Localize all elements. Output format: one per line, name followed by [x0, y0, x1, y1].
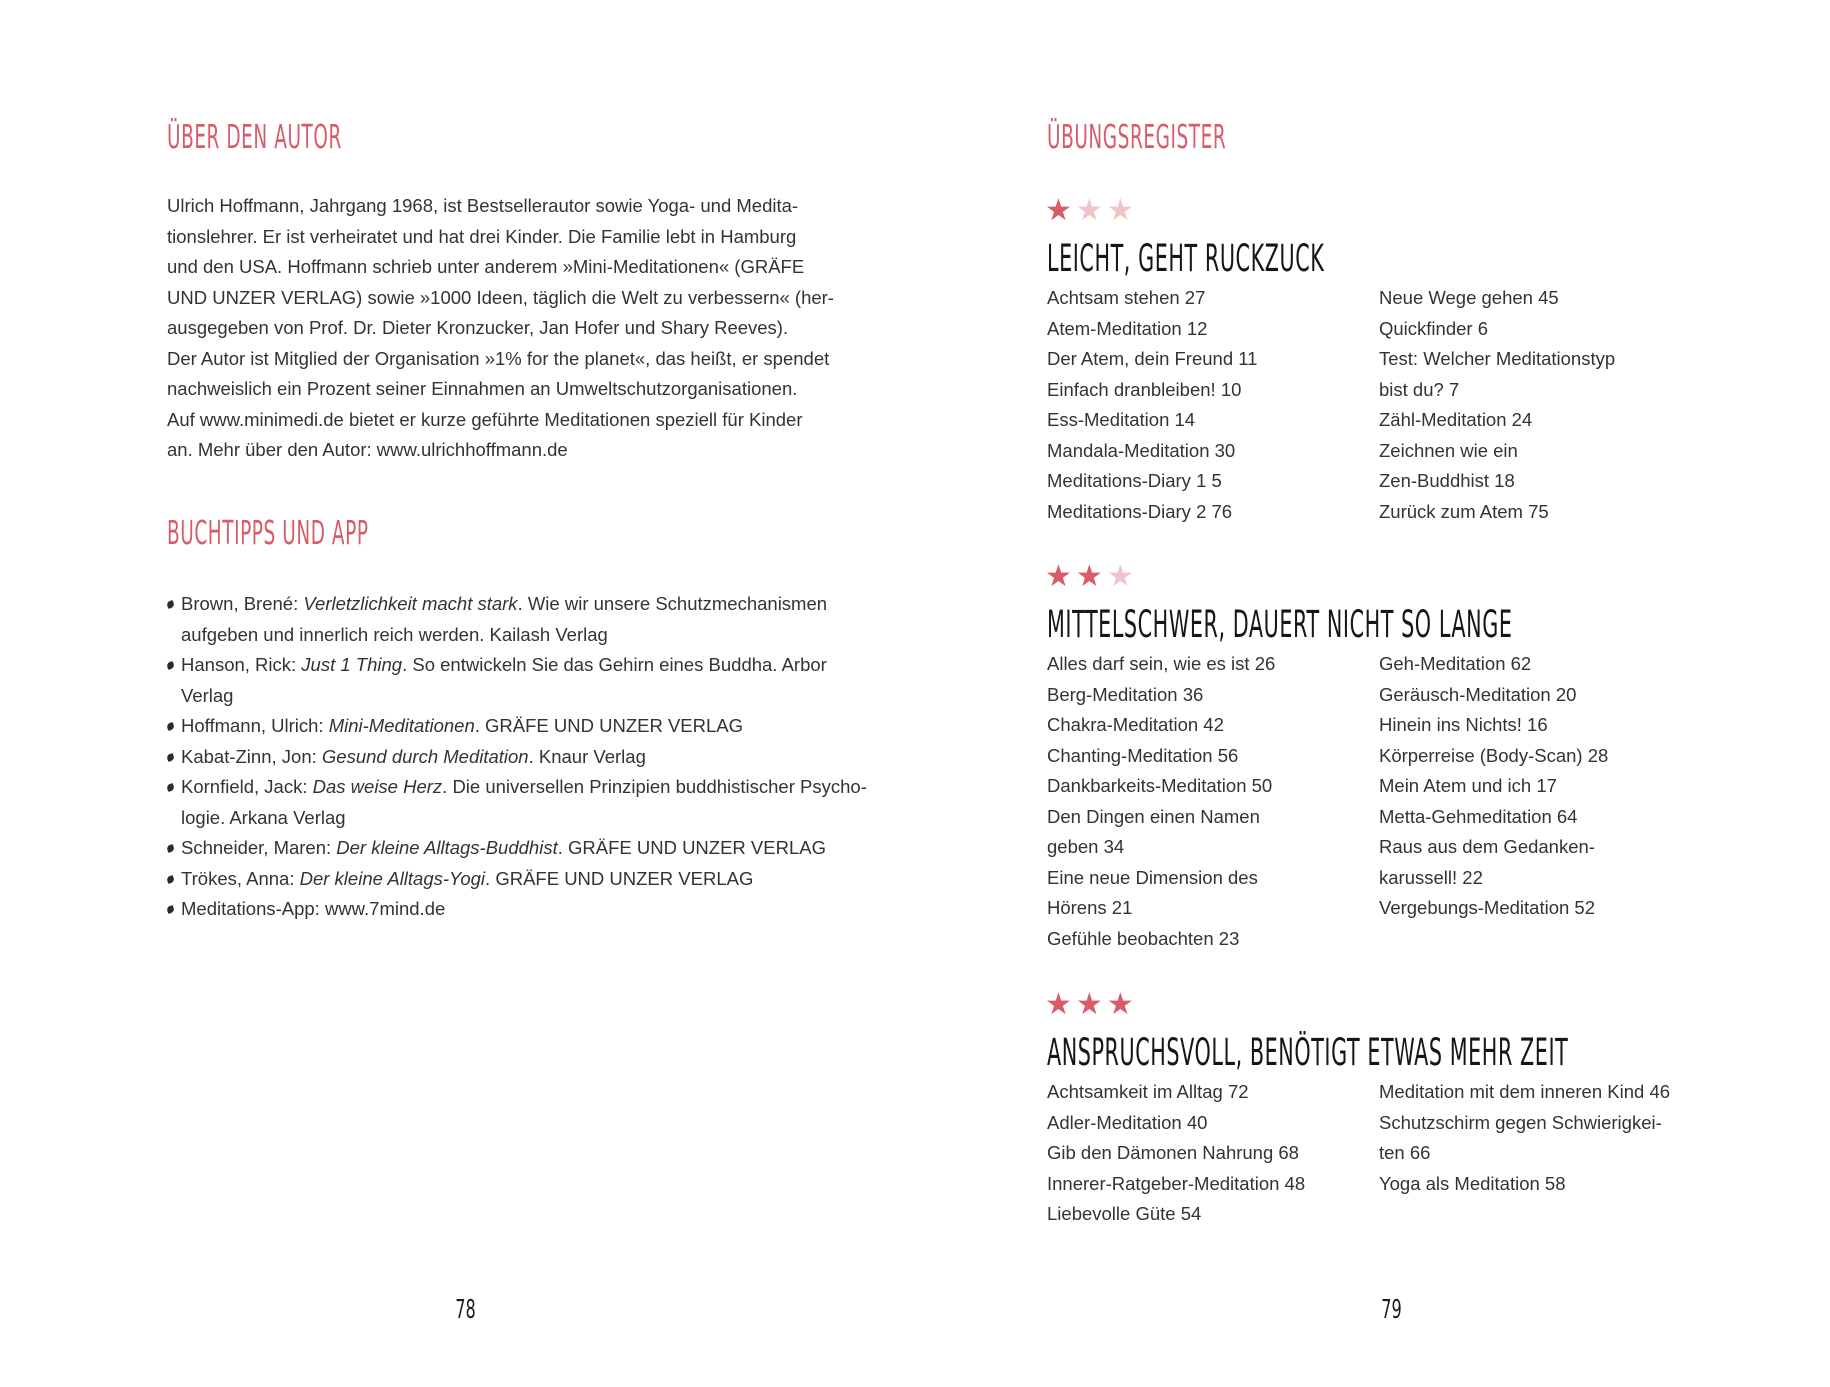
index-entry: Ess-Meditation 14 — [1047, 409, 1196, 430]
book-item — [167, 589, 867, 650]
book-second-line: logie. Arkana Verlag — [181, 806, 346, 828]
index-column-medium-1 — [1047, 649, 1367, 954]
index-entry: Schutzschirm gegen Schwierigkei- — [1379, 1111, 1662, 1133]
about-author-heading: ÜBER DEN AUTOR — [167, 117, 342, 156]
about-text-line: an. Mehr über den Autor: www.ulrichhoffmann.de — [167, 439, 568, 460]
bullet-icon — [166, 844, 175, 853]
book-item — [167, 742, 867, 773]
star-empty-icon: ★ — [1075, 194, 1103, 227]
book-item — [167, 650, 867, 711]
index-entry: Alles darf sein, wie es ist 26 — [1047, 653, 1276, 674]
book-first-line — [181, 772, 867, 803]
index-entry: Zähl-Meditation 24 — [1379, 409, 1533, 430]
about-text-line: Der Autor ist Mitglied der Organisation »1% for the planet«, das heißt, er spendet — [167, 347, 830, 369]
about-text-line: UND UNZER VERLAG) sowie »1000 Ideen, täglich die Welt zu verbessern« (her- — [167, 286, 834, 308]
index-entry: Neue Wege gehen 45 — [1379, 287, 1559, 308]
index-entry: karussell! 22 — [1379, 866, 1483, 888]
bullet-icon — [166, 661, 175, 670]
book-second-line: aufgeben und innerlich reich werden. Kailash Verlag — [181, 623, 608, 645]
section-title-hard: ANSPRUCHSVOLL, BENÖTIGT ETWAS MEHR ZEIT — [1047, 1031, 1569, 1074]
index-column-medium-2 — [1379, 649, 1699, 924]
index-column-easy-1 — [1047, 283, 1367, 527]
bullet-icon — [166, 875, 175, 884]
index-entry: Zen-Buddhist 18 — [1379, 470, 1515, 491]
about-text-line: ausgegeben von Prof. Dr. Dieter Kronzucker, Jan Hofer und Shary Reeves). — [167, 317, 789, 338]
index-entry: Achtsamkeit im Alltag 72 — [1047, 1081, 1249, 1102]
about-author-text — [167, 191, 834, 466]
bullet-icon — [166, 783, 175, 792]
book-first-line — [181, 589, 867, 620]
book-author: Schneider, Maren: — [181, 837, 337, 858]
book-first-line — [181, 833, 867, 864]
index-entry: Mandala-Meditation 30 — [1047, 439, 1236, 461]
index-column-hard-1 — [1047, 1077, 1367, 1230]
about-text-line: tionslehrer. Er ist verheiratet und hat drei Kinder. Die Familie lebt in Hamburg — [167, 225, 797, 247]
book-item — [167, 772, 867, 833]
section-title-easy: LEICHT, GEHT RUCKZUCK — [1047, 237, 1325, 280]
book-details: . GRÄFE UND UNZER VERLAG — [485, 867, 754, 889]
book-title: Just 1 Thing — [301, 654, 403, 675]
star-filled-icon: ★ — [1045, 560, 1072, 593]
index-entry: Gib den Dämonen Nahrung 68 — [1047, 1142, 1299, 1163]
index-entry: Meditations-Diary 1 5 — [1047, 470, 1222, 491]
book-second-line: Verlag — [181, 684, 234, 706]
book-details: . GRÄFE UND UNZER VERLAG — [474, 715, 744, 736]
bullet-icon — [166, 600, 175, 609]
index-entry: Achtsam stehen 27 — [1047, 287, 1206, 308]
index-entry: Körperreise (Body-Scan) 28 — [1379, 744, 1609, 766]
index-entry: Berg-Meditation 36 — [1047, 683, 1204, 705]
book-title: Der kleine Alltags-Buddhist — [336, 837, 558, 858]
index-entry: Hörens 21 — [1047, 897, 1133, 918]
index-entry: Hinein ins Nichts! 16 — [1379, 714, 1548, 735]
index-entry: Meditation mit dem inneren Kind 46 — [1379, 1081, 1671, 1102]
book-first-line — [181, 864, 867, 895]
bullet-icon — [166, 753, 175, 762]
page-number-left: 78 — [455, 1295, 476, 1325]
index-entry: Geh-Meditation 62 — [1379, 653, 1532, 674]
index-entry: Geräusch-Meditation 20 — [1379, 683, 1577, 705]
index-entry: Quickfinder 6 — [1379, 317, 1488, 339]
book-author: Kabat-Zinn, Jon: — [181, 745, 322, 767]
about-text-line: Ulrich Hoffmann, Jahrgang 1968, ist Bestsellerautor sowie Yoga- und Medita- — [167, 195, 799, 216]
index-entry: Einfach dranbleiben! 10 — [1047, 378, 1242, 400]
register-heading: ÜBUNGSREGISTER — [1047, 117, 1227, 156]
index-entry: Chakra-Meditation 42 — [1047, 714, 1224, 735]
book-details: . Wie wir unsere Schutzmechanismen — [517, 593, 828, 614]
book-author: Hoffmann, Ulrich: — [181, 715, 329, 736]
index-entry: Dankbarkeits-Meditation 50 — [1047, 775, 1273, 796]
index-entry: Chanting-Meditation 56 — [1047, 744, 1239, 766]
index-entry: Test: Welcher Meditationstyp — [1379, 348, 1616, 369]
book-first-line — [181, 742, 867, 773]
index-entry: Adler-Meditation 40 — [1047, 1111, 1208, 1133]
book-title: Das weise Herz — [312, 776, 443, 797]
book-details: . So entwickeln Sie das Gehirn eines Buddha. Arbor — [402, 654, 827, 675]
book-author: Trökes, Anna: — [181, 867, 300, 889]
index-entry: Zurück zum Atem 75 — [1379, 500, 1549, 522]
book-item — [167, 894, 867, 925]
bullet-icon — [166, 722, 175, 731]
book-title: Mini-Meditationen — [328, 715, 475, 736]
index-column-hard-2 — [1379, 1077, 1699, 1199]
book-details: . Knaur Verlag — [528, 745, 646, 767]
book-item — [167, 711, 867, 742]
index-entry: Gefühle beobachten 23 — [1047, 927, 1240, 949]
index-entry: Metta-Gehmeditation 64 — [1379, 805, 1578, 827]
book-item — [167, 833, 867, 864]
book-details: . Die universellen Prinzipien buddhistischer Psycho- — [442, 776, 867, 797]
about-text-line: Auf www.minimedi.de bietet er kurze geführte Meditationen speziell für Kinder — [167, 408, 803, 430]
book-first-line — [181, 650, 867, 681]
about-text-line: nachweislich ein Prozent seiner Einnahmen an Umweltschutzorganisationen. — [167, 378, 798, 399]
index-entry: Eine neue Dimension des — [1047, 866, 1258, 888]
difficulty-stars-hard — [1045, 990, 1134, 1020]
book-author: Meditations-App: www.7mind.de — [181, 898, 446, 919]
index-entry: Atem-Meditation 12 — [1047, 317, 1208, 339]
index-entry: Raus aus dem Gedanken- — [1379, 836, 1595, 857]
book-details: . GRÄFE UND UNZER VERLAG — [557, 837, 826, 858]
index-entry: Innerer-Ratgeber-Meditation 48 — [1047, 1172, 1306, 1194]
index-entry: bist du? 7 — [1379, 378, 1460, 400]
book-title: Verletzlichkeit macht stark — [303, 593, 518, 614]
star-empty-icon: ★ — [1106, 560, 1134, 593]
book-author: Kornfield, Jack: — [181, 776, 313, 797]
right-page — [915, 0, 1830, 1387]
section-title-medium: MITTELSCHWER, DAUERT NICHT SO LANGE — [1047, 603, 1513, 646]
star-filled-icon: ★ — [1045, 194, 1072, 227]
index-entry: Den Dingen einen Namen — [1047, 805, 1260, 827]
index-entry: Mein Atem und ich 17 — [1379, 775, 1557, 796]
star-filled-icon: ★ — [1106, 988, 1134, 1021]
book-title: Der kleine Alltags-Yogi — [299, 867, 486, 889]
page-number-right: 79 — [1381, 1295, 1402, 1325]
book-tips-heading: BUCHTIPPS UND APP — [167, 513, 369, 552]
index-entry: Zeichnen wie ein — [1379, 439, 1518, 461]
index-entry: Meditations-Diary 2 76 — [1047, 500, 1233, 522]
book-author: Brown, Brené: — [181, 593, 304, 614]
book-first-line — [181, 711, 867, 742]
index-column-easy-2 — [1379, 283, 1699, 527]
index-entry: geben 34 — [1047, 836, 1125, 857]
difficulty-stars-medium — [1045, 562, 1134, 592]
book-author: Hanson, Rick: — [181, 654, 302, 675]
star-filled-icon: ★ — [1075, 560, 1103, 593]
book-tips-list — [167, 589, 867, 925]
star-empty-icon: ★ — [1106, 194, 1134, 227]
index-entry: Liebevolle Güte 54 — [1047, 1203, 1202, 1224]
star-filled-icon: ★ — [1045, 988, 1072, 1021]
book-title: Gesund durch Meditation — [321, 745, 529, 767]
index-entry: ten 66 — [1379, 1142, 1431, 1163]
book-first-line — [181, 894, 867, 925]
about-text-line: und den USA. Hoffmann schrieb unter anderem »Mini-Meditationen« (GRÄFE — [167, 256, 805, 277]
book-item — [167, 864, 867, 895]
star-filled-icon: ★ — [1075, 988, 1103, 1021]
index-entry: Der Atem, dein Freund 11 — [1047, 348, 1258, 369]
index-entry: Vergebungs-Meditation 52 — [1379, 897, 1595, 918]
difficulty-stars-easy — [1045, 196, 1134, 226]
bullet-icon — [166, 905, 175, 914]
index-entry: Yoga als Meditation 58 — [1379, 1172, 1566, 1194]
